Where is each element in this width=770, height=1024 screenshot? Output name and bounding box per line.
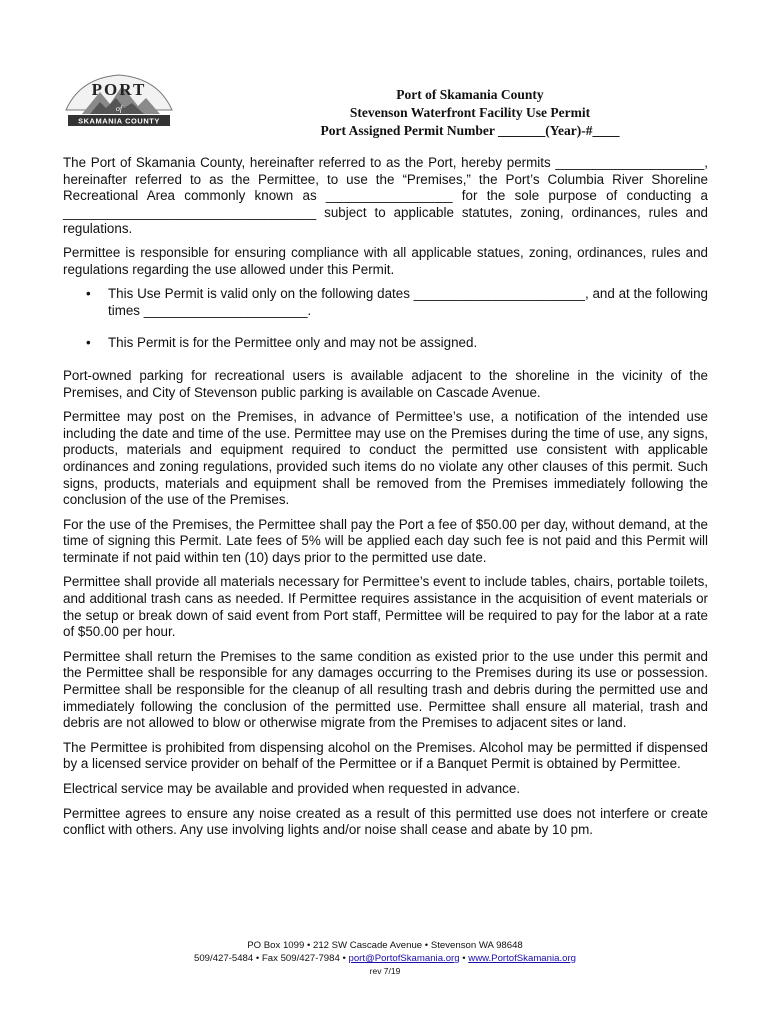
logo-port-text: PORT: [91, 80, 147, 99]
list-item-text: This Permit is for the Permittee only and may not be assigned.: [108, 335, 478, 351]
paragraph-parking: Port-owned parking for recreational users is available adjacent to the shoreline in the vicinity of the Premises, and City of Stevenson public parking is available on Cascade Avenue.: [63, 367, 708, 400]
list-item: [63, 335, 708, 352]
header-organization: Port of Skamania County: [396, 87, 544, 102]
document-footer: [0, 939, 770, 978]
footer-website-link[interactable]: www.PortofSkamania.org: [468, 953, 576, 964]
bullet-icon: •: [86, 335, 91, 351]
footer-phone-fax: 509/427-5484 • Fax 509/427-7984 •: [194, 953, 346, 964]
footer-revision: rev 7/19: [369, 966, 401, 976]
list-item: [63, 286, 708, 319]
paragraph-noise: Permittee agrees to ensure any noise created as a result of this permitted use does not interfere or create conflict with others. Any use involving lights and/or noise shall cease and abate by 10 pm.: [63, 805, 708, 838]
header-permit-title: Stevenson Waterfront Facility Use Permit: [349, 105, 591, 120]
document-header: [240, 86, 700, 140]
paragraph-signage: Permittee may post on the Premises, in advance of Permittee’s use, a notification of the intended use including the date and time of the use. Permittee may use on the Premises during the time of use, any signs, products, materials and equipment required to conduct the permitted use consistent with applicable ordinances and zoning regulations, provided such items do no violate any other clauses of this permit. Such signs, products, materials and equipment shall be removed from the Premises immediately following the conclusion of the use of the Premises.: [63, 409, 708, 508]
logo-county-text: SKAMANIA COUNTY: [78, 116, 160, 126]
footer-contact-line: [0, 952, 770, 965]
paragraph-alcohol: The Permittee is prohibited from dispensing alcohol on the Premises. Alcohol may be permitted if dispensed by a licensed service provider on behalf of the Permittee or if a Banquet Permit is obtained by Permittee.: [63, 739, 708, 772]
bullet-icon: •: [86, 286, 91, 302]
logo-of-text: of: [115, 104, 123, 113]
document-body: [63, 155, 708, 847]
footer-address: PO Box 1099 • 212 SW Cascade Avenue • Stevenson WA 98648: [247, 940, 523, 951]
paragraph-fees: For the use of the Premises, the Permittee shall pay the Port a fee of $50.00 per day, without demand, at the time of signing this Permit. Late fees of 5% will be applied each day such fee is not paid and this Permit will terminate if not paid within ten (10) days prior to the permitted use date.: [63, 516, 708, 565]
list-item-text: This Use Permit is valid only on the following dates _______________________, and at the following times ______________________.: [108, 286, 708, 318]
paragraph-materials: Permittee shall provide all materials necessary for Permittee’s event to include tables, chairs, portable toilets, and additional trash cans as needed. If Permittee requires assistance in the acquisition of event materials or the setup or break down of said event from Port staff, Permittee will be required to pay for the labor at a rate of $50.00 per hour.: [63, 574, 708, 640]
header-permit-number: Port Assigned Permit Number _______(Year)-#____: [320, 123, 620, 138]
paragraph-permit-grant: The Port of Skamania County, hereinafter referred to as the Port, hereby permits ____________________, hereinafter referred to as the Permittee, to use the “Premises,” the Port’s Columbia River Shoreline Recreational Area commonly known as _________________ for the sole purpose of conducting a __________________________________ subject to applicable statutes, zoning, ordinances, rules and regulations.: [63, 155, 708, 237]
footer-separator: •: [462, 953, 466, 964]
paragraph-compliance: Permittee is responsible for ensuring compliance with all applicable statues, zoning, ordinances, rules and regulations regarding the use allowed under this Permit.: [63, 244, 708, 277]
paragraph-cleanup: Permittee shall return the Premises to the same condition as existed prior to the use under this permit and the Permittee shall be responsible for any damages occurring to the Premises during its use or possession. Permittee shall be responsible for the cleanup of all resulting trash and debris during the permitted use and immediately following the conclusion of the permitted use. Permittee shall ensure all material, trash and debris are not allowed to blow or otherwise migrate from the Premises to adjacent sites or land.: [63, 648, 708, 731]
paragraph-electrical: Electrical service may be available and provided when requested in advance.: [63, 781, 521, 796]
permit-conditions-list: [63, 286, 708, 352]
footer-email-link[interactable]: port@PortofSkamania.org: [348, 953, 460, 964]
port-of-skamania-logo: [60, 70, 178, 132]
